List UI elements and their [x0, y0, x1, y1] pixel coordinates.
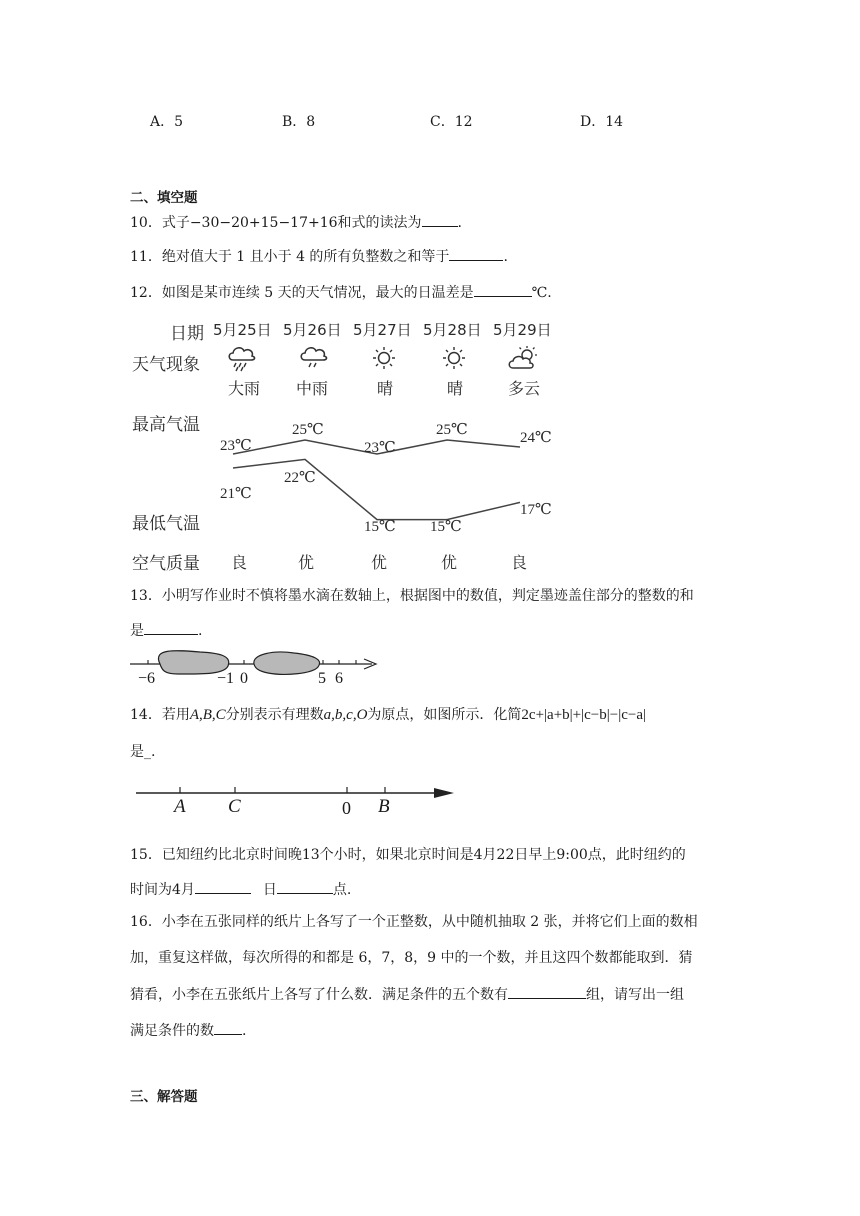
row-label-date: 日期 — [170, 324, 204, 344]
answer-blank — [508, 984, 586, 999]
question-14-line1 — [130, 705, 646, 725]
low-temp-label: 17℃ — [520, 502, 552, 518]
tick-label: 0 — [240, 670, 248, 687]
question-16-line3-b: 组，请写出一组 — [586, 987, 684, 1003]
air-quality-value: 良 — [511, 553, 528, 572]
low-temp-line — [233, 459, 520, 519]
question-13-tail: . — [198, 623, 203, 639]
question-11 — [130, 246, 508, 267]
question-13-line2 — [130, 620, 202, 641]
day-date: 5月27日 — [353, 321, 412, 339]
tick-label: −1 — [217, 670, 235, 687]
high-temp-label: 25℃ — [436, 422, 468, 438]
question-15-day: 日 — [262, 882, 277, 898]
answer-blank — [195, 879, 251, 894]
question-13-line1: 13．小明写作业时不慎将墨水滴在数轴上，根据图中的数值，判定墨迹盖住部分的整数的和 — [130, 588, 694, 604]
day-condition: 中雨 — [296, 379, 329, 398]
option-d: D．14 — [580, 114, 624, 130]
answer-blank — [474, 282, 532, 297]
number-line-14 — [134, 780, 464, 820]
day-condition: 大雨 — [228, 379, 261, 398]
question-15-hour: 点. — [332, 882, 352, 898]
section-title-fill-blank: 二、填空题 — [130, 190, 198, 206]
question-10 — [130, 212, 462, 233]
high-temp-label: 23℃ — [220, 438, 252, 454]
question-12-tail: ℃. — [531, 285, 552, 301]
high-temp-label: 24℃ — [520, 430, 552, 446]
day-date: 5月28日 — [423, 321, 482, 339]
question-10-text: 10．式子−30−20+15−17+16和式的读法为 — [130, 215, 422, 231]
answer-blank — [214, 1020, 242, 1035]
question-14-nums: a,b,c,O — [323, 707, 368, 723]
question-12 — [130, 282, 552, 303]
low-temp-label: 21℃ — [220, 486, 252, 502]
ink-blot-right — [254, 652, 320, 674]
air-quality-value: 优 — [441, 553, 458, 572]
question-14-p2: 分别表示有理数 — [225, 707, 324, 723]
question-12-text: 12．如图是某市连续 5 天的天气情况，最大的日温差是 — [130, 285, 474, 301]
number-line-13-axis — [128, 644, 388, 690]
tick-label: 6 — [335, 670, 343, 687]
air-quality-value: 优 — [298, 553, 315, 572]
question-13-prefix: 是 — [130, 623, 144, 639]
low-temp-label: 15℃ — [364, 519, 396, 535]
answer-blank — [449, 246, 503, 261]
question-10-tail: . — [457, 215, 462, 231]
answer-blank — [422, 212, 458, 227]
answer-blank — [277, 879, 333, 894]
question-15-line2 — [130, 879, 351, 900]
option-a: A．5 — [150, 114, 184, 130]
day-condition: 晴 — [377, 379, 394, 398]
day-date: 5月29日 — [493, 321, 552, 339]
question-14-p1: 14．若用 — [130, 707, 190, 723]
row-label-weather: 天气现象 — [132, 355, 200, 375]
question-14-line2: 是_. — [130, 744, 156, 760]
point-label: C — [228, 796, 241, 817]
question-16-line4-a: 满足条件的数 — [130, 1023, 214, 1039]
air-quality-value: 良 — [231, 553, 248, 572]
day-condition: 多云 — [508, 379, 541, 398]
option-c: C．12 — [430, 114, 473, 130]
question-16-line4-b: . — [242, 1023, 247, 1039]
point-label: A — [174, 796, 186, 817]
row-label-low-temp: 最低气温 — [132, 514, 200, 534]
point-label: B — [378, 796, 390, 817]
temperature-chart — [130, 314, 570, 576]
question-16-line3-a: 猜看，小李在五张纸片上各写了什么数．满足条件的五个数有 — [130, 987, 508, 1003]
high-temp-label: 25℃ — [292, 422, 324, 438]
question-11-text: 11．绝对值大于 1 且小于 4 的所有负整数之和等于 — [130, 249, 450, 265]
question-16-line2: 加，重复这样做，每次所得的和都是 6，7，8，9 中的一个数，并且这四个数都能取到．猜 — [130, 950, 693, 966]
day-date: 5月25日 — [213, 321, 272, 339]
section-title-answer: 三、解答题 — [130, 1089, 198, 1105]
point-label: 0 — [342, 798, 351, 818]
low-temp-label: 15℃ — [430, 519, 462, 535]
answer-blank — [144, 620, 198, 635]
row-label-high-temp: 最高气温 — [132, 415, 200, 435]
row-label-air-quality: 空气质量 — [132, 554, 200, 574]
high-temp-label: 23℃ — [364, 440, 396, 456]
day-condition: 晴 — [447, 379, 464, 398]
question-16-line4 — [130, 1020, 246, 1041]
question-11-tail: . — [503, 249, 508, 265]
question-15-month: 时间为4月 — [130, 882, 195, 898]
question-16-line3 — [130, 984, 684, 1005]
option-b: B．8 — [282, 114, 316, 130]
tick-label: 5 — [318, 670, 326, 687]
question-14-p3: 为原点，如图所示．化简 — [367, 707, 522, 723]
question-15-line1: 15．已知纽约比北京时间晚13个小时，如果北京时间是4月22日早上9:00点，此时纽约的 — [130, 847, 686, 863]
air-quality-value: 优 — [371, 553, 388, 572]
low-temp-label: 22℃ — [284, 470, 316, 486]
number-line-13 — [128, 644, 388, 690]
weather-figure — [130, 314, 570, 576]
question-16-line1: 16．小李在五张同样的纸片上各写了一个正整数，从中随机抽取 2 张，并将它们上面的数相 — [130, 914, 698, 930]
question-14-vars: A,B,C — [189, 707, 226, 723]
tick-label: −6 — [138, 670, 156, 687]
question-14-expression: 2c+|a+b|+|c−b|−|c−a| — [521, 707, 646, 723]
day-date: 5月26日 — [283, 321, 342, 339]
